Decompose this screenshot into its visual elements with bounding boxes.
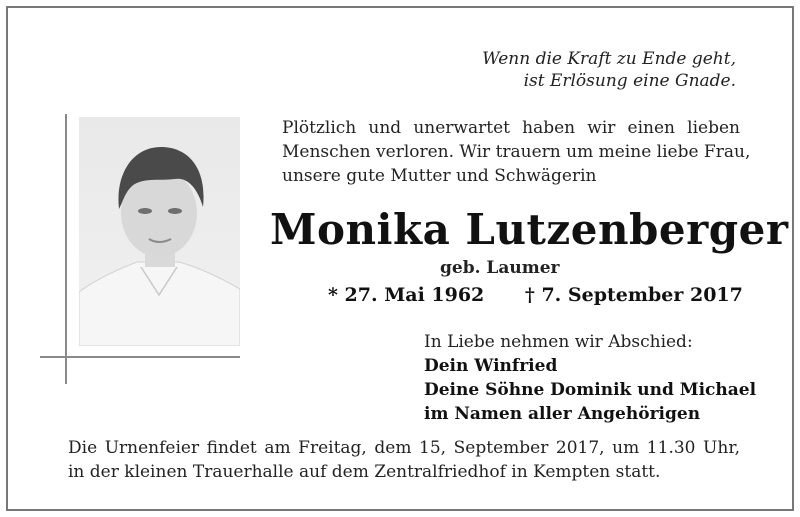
intro-text <box>282 116 751 188</box>
birth-date: * 27. Mai 1962 <box>328 284 485 306</box>
intro-line-1: Plötzlich und unerwartet haben wir einen lieben <box>282 118 740 138</box>
motto <box>420 48 736 92</box>
deceased-name: Monika Lutzenberger <box>270 205 789 254</box>
farewell-block <box>424 330 756 426</box>
motto-line-2: ist Erlösung eine Gnade. <box>523 71 736 91</box>
life-dates <box>328 284 743 306</box>
ceremony-line-1: Die Urnenfeier findet am Freitag, dem 15, September 2017, um 11.30 Uhr, <box>68 438 740 458</box>
portrait-photo <box>79 117 240 346</box>
ceremony-line-2: in der kleinen Trauerhalle auf dem Zentralfriedhof in Kempten statt. <box>68 462 661 482</box>
maiden-name: geb. Laumer <box>440 258 560 278</box>
mourner-line-1: Dein Winfried <box>424 356 558 376</box>
decorative-vertical-line <box>65 114 67 384</box>
motto-line-1: Wenn die Kraft zu Ende geht, <box>482 49 736 69</box>
intro-line-2: Menschen verloren. Wir trauern um meine liebe Frau, <box>282 142 751 162</box>
portrait-illustration <box>79 117 240 346</box>
mourner-line-2: Deine Söhne Dominik und Michael <box>424 380 757 400</box>
farewell-intro: In Liebe nehmen wir Abschied: <box>424 332 693 352</box>
death-date: † 7. September 2017 <box>524 284 743 306</box>
mourner-line-3: im Namen aller Angehörigen <box>424 404 701 424</box>
decorative-horizontal-line <box>40 356 240 358</box>
ceremony-notice <box>68 436 740 484</box>
intro-line-3: unsere gute Mutter und Schwägerin <box>282 166 597 186</box>
